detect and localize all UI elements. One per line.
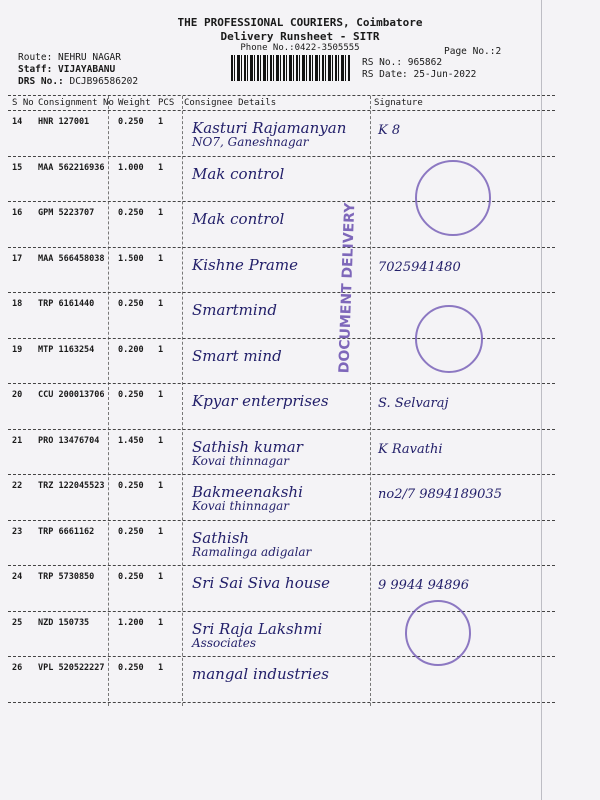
row-separator: [8, 565, 555, 566]
row-consignee-line2-handwriting: NO7, Ganeshnagar: [192, 135, 309, 149]
row-pcs: 1: [158, 253, 164, 264]
row-sno: 20: [12, 390, 23, 400]
document-delivery-stamp: DOCUMENT DELIVERY: [336, 202, 359, 374]
row-consignment: TRP 6161440: [38, 299, 95, 309]
row-consignment: TRP 6661162: [38, 526, 95, 537]
row-weight: 0.250: [118, 208, 144, 218]
row-consignment: VPL 520522227: [38, 663, 105, 673]
row-separator: [8, 247, 555, 248]
company-seal-stamp-2: [415, 305, 483, 373]
row-pcs: 1: [158, 481, 164, 491]
row-consignment: MTP 1163254: [38, 344, 95, 355]
row-consignee-handwriting: Sri Sai Siva house: [192, 574, 330, 592]
header-top-rule: [8, 95, 555, 96]
row-sno: 15: [12, 162, 23, 173]
company-seal-stamp-3: [405, 600, 471, 666]
col-consignment: Consignment No: [38, 98, 114, 108]
row-sno: 17: [12, 253, 23, 264]
drs-number: [18, 76, 138, 87]
row-consignment: TRZ 122045523: [38, 481, 105, 491]
col-signature: Signature: [374, 98, 423, 108]
row-separator: [8, 520, 555, 521]
row-pcs: 1: [158, 299, 164, 309]
row-consignee-handwriting: mangal industries: [192, 665, 329, 683]
row-consignment: TRP 5730850: [38, 572, 95, 582]
row-consignee-handwriting: Kpyar enterprises: [192, 392, 329, 410]
drs-value: DCJB96586202: [69, 76, 139, 87]
row-consignee-line2-handwriting: Associates: [192, 635, 257, 650]
barcode: [231, 55, 351, 81]
row-consignment: NZD 150735: [38, 617, 90, 628]
row-separator: [8, 429, 555, 430]
row-consignee-handwriting: Smart mind: [192, 346, 282, 365]
row-weight: 1.500: [118, 253, 144, 264]
col-consignee: Consignee Details: [184, 98, 277, 108]
row-pcs: 1: [158, 208, 164, 218]
row-signature-handwriting: no2/7 9894189035: [378, 487, 502, 502]
row-weight: 1.200: [118, 617, 144, 628]
row-separator: [8, 292, 555, 293]
col-weight: Weight: [118, 98, 151, 108]
col-divider-signature: [370, 96, 371, 706]
row-separator: [8, 156, 555, 157]
row-weight: 0.250: [118, 390, 144, 400]
route-label: Route: NEHRU NAGAR: [18, 52, 121, 63]
row-consignee-handwriting: Kishne Prame: [192, 255, 298, 274]
row-pcs: 1: [158, 617, 164, 628]
row-weight: 0.250: [118, 572, 144, 582]
row-signature-handwriting: 7025941480: [378, 259, 461, 275]
row-consignment: CCU 200013706: [38, 390, 105, 400]
row-sno: 18: [12, 299, 23, 309]
row-consignee-handwriting: Mak control: [192, 210, 285, 228]
row-consignment: HNR 127001: [38, 117, 90, 127]
row-consignee-handwriting: Bakmeenakshi: [192, 483, 303, 501]
col-divider-consignee: [182, 96, 183, 706]
row-weight: 1.450: [118, 435, 144, 446]
row-signature-handwriting: S. Selvaraj: [378, 396, 449, 411]
header-bottom-rule: [8, 110, 555, 111]
row-sno: 14: [12, 117, 23, 127]
row-sno: 22: [12, 481, 23, 491]
drs-label: DRS No.:: [18, 76, 70, 87]
row-consignee-handwriting: Smartmind: [192, 301, 277, 319]
col-sno: S No: [12, 98, 34, 108]
row-weight: 0.250: [118, 663, 144, 673]
company-name: THE PROFESSIONAL COURIERS, Coimbatore: [177, 16, 423, 29]
row-sno: 25: [12, 617, 23, 628]
row-sno: 19: [12, 344, 23, 355]
row-pcs: 1: [158, 162, 164, 173]
row-weight: 0.250: [118, 117, 144, 127]
row-pcs: 1: [158, 344, 164, 355]
row-pcs: 1: [158, 435, 164, 446]
page-number: Page No.:2: [444, 46, 502, 57]
row-weight: 0.250: [118, 299, 144, 309]
row-pcs: 1: [158, 663, 164, 673]
row-consignment: MAA 562216936: [38, 162, 105, 173]
row-consignee-handwriting: Mak control: [192, 164, 285, 183]
row-consignment: MAA 566458038: [38, 253, 105, 264]
row-sno: 24: [12, 572, 23, 582]
row-consignee-handwriting: Sri Raja Lakshmi: [192, 619, 323, 638]
rs-date: RS Date: 25-Jun-2022: [362, 69, 477, 80]
row-sno: 16: [12, 208, 23, 218]
row-consignee-line2-handwriting: Kovai thinnagar: [192, 453, 290, 468]
row-signature-handwriting: K Ravathi: [378, 441, 443, 457]
row-pcs: 1: [158, 572, 164, 582]
row-separator: [8, 656, 555, 657]
row-signature-handwriting: 9 9944 94896: [378, 578, 469, 593]
row-consignment: PRO 13476704: [38, 435, 100, 446]
row-sno: 26: [12, 663, 23, 673]
page-edge: [541, 0, 542, 800]
row-consignee-handwriting: Sathish kumar: [192, 437, 303, 456]
col-pcs: PCS: [158, 98, 175, 108]
row-consignee-handwriting: Sathish: [192, 528, 250, 547]
rs-number: RS No.: 965862: [362, 57, 443, 68]
staff-label: Staff: VIJAYABANU: [18, 64, 116, 75]
row-consignee-handwriting: Kasturi Rajamanyan: [192, 119, 347, 137]
row-weight: 0.250: [118, 481, 144, 491]
phone-number: Phone No.:0422-3505555: [240, 43, 360, 53]
company-seal-stamp-1: [415, 160, 491, 236]
row-consignee-line2-handwriting: Ramalinga adigalar: [192, 544, 312, 559]
runsheet-title: Delivery Runsheet - SITR: [220, 30, 380, 43]
row-pcs: 1: [158, 526, 164, 537]
row-weight: 0.250: [118, 526, 144, 537]
col-divider-weight: [108, 96, 109, 706]
row-signature-handwriting: K 8: [378, 123, 401, 138]
row-consignee-line2-handwriting: Kovai thinnagar: [192, 499, 290, 513]
row-weight: 1.000: [118, 162, 144, 173]
row-separator: [8, 474, 555, 475]
row-pcs: 1: [158, 390, 164, 400]
row-separator: [8, 702, 555, 703]
row-consignment: GPM 5223707: [38, 208, 95, 218]
row-sno: 21: [12, 435, 23, 446]
row-separator: [8, 383, 555, 384]
row-separator: [8, 611, 555, 612]
row-pcs: 1: [158, 117, 164, 127]
row-sno: 23: [12, 526, 23, 537]
row-weight: 0.200: [118, 344, 144, 355]
